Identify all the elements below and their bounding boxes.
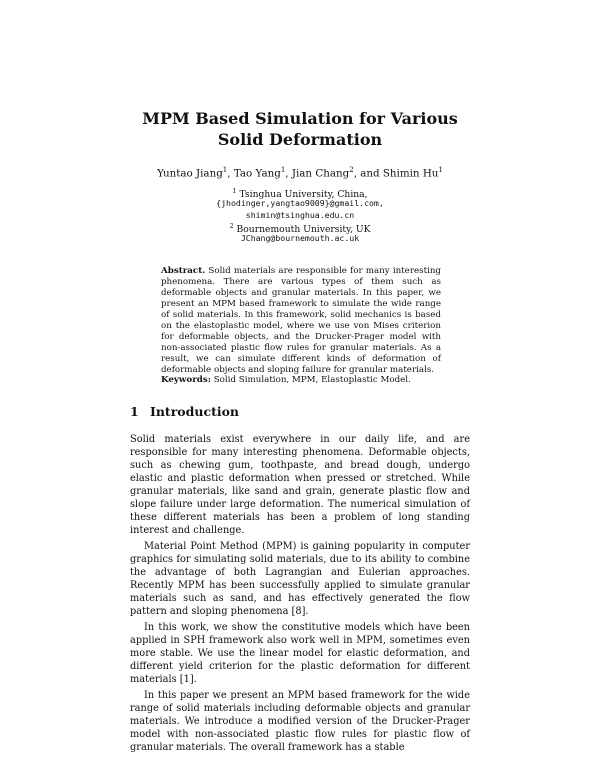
author-separator: , bbox=[285, 167, 292, 180]
author-affil-mark: 1 bbox=[222, 166, 228, 174]
author-list bbox=[130, 164, 470, 180]
affiliation-name: Bournemouth University, UK bbox=[236, 224, 371, 236]
abstract bbox=[161, 266, 441, 376]
section-body bbox=[130, 433, 470, 757]
author-affil-mark: 1 bbox=[438, 166, 443, 174]
body-paragraph: Material Point Method (MPM) is gaining popularity in computer graphics for simulating solid materials, due to its ability to combine the advantage of both Lagrangian and Eulerian approaches. Recently MPM has been successfully applied to simulate granular materials such as sand, and has effectively generated the flow pattern and sloping phenomena [8]. bbox=[130, 541, 470, 617]
body-paragraph: In this paper we present an MPM based framework for the wide range of solid materials including deformable objects and granular materials. We introduce a modified version of the Drucker-Prager model with non-associated plastic flow rules for plastic flow of granular materials. The overall framework has a stable bbox=[130, 690, 470, 753]
author-name: Jian Chang bbox=[291, 167, 350, 180]
abstract-label: Abstract. bbox=[161, 266, 206, 276]
section-title: Introduction bbox=[150, 404, 240, 419]
author-affil-mark: 2 bbox=[349, 166, 354, 174]
affiliation-mark: 1 bbox=[232, 187, 237, 195]
keywords-text: Solid Simulation, MPM, Elastoplastic Model. bbox=[213, 375, 411, 385]
abstract-text: Solid materials are responsible for many interesting phenomena. There are various types of them such as deformable objects and granular materials. In this paper, we present an MPM based framework to simulate the wide range of solid materials. In this framework, solid mechanics is based on the elastoplastic model, where we use von Mises criterion for deformable objects, and the Drucker-Prager model with non-associated plastic flow rules for granular materials. As a result, we can simulate different kinds of deformation of deformable objects and sloping failure for granular materials. bbox=[161, 266, 441, 375]
affiliation-1-email-line-2: shimin@tsinghua.edu.cn bbox=[245, 210, 355, 220]
author-name: Yuntao Jiang bbox=[157, 167, 223, 180]
keywords bbox=[161, 375, 441, 386]
section-heading bbox=[130, 404, 470, 419]
affiliation-name: Tsinghua University, China, bbox=[239, 189, 368, 201]
author-affil-mark: 1 bbox=[280, 166, 286, 174]
author-name: Tao Yang bbox=[233, 167, 281, 180]
affiliation-2-email-line: JChang@bournemouth.ac.uk bbox=[240, 233, 360, 243]
body-paragraph: In this work, we show the constitutive models which have been applied in SPH framework also work well in MPM, sometimes even more stable. We use the linear model for elastic deformation, and different yield criterion for the plastic deformation for different materials [1]. bbox=[130, 622, 470, 685]
section-number: 1 bbox=[130, 404, 139, 419]
paper-title: MPM Based Simulation for Various Solid Deformation bbox=[142, 109, 458, 149]
keywords-label: Keywords: bbox=[161, 375, 211, 385]
author-separator: , and bbox=[353, 167, 383, 180]
affiliation-mark: 2 bbox=[229, 222, 234, 230]
author-separator: , bbox=[227, 167, 234, 180]
affiliation-1-email-line: {jhodinger,yangtao9009}@gmail.com, bbox=[216, 198, 384, 208]
body-paragraph: Solid materials exist everywhere in our daily life, and are responsible for many interesting phenomena. Deformable objects, such as chewing gum, toothpaste, and bread dough, undergo elastic and plastic deformation when pressed or stretched. While granular materials, like sand and grain, generate plastic flow and slope failure under large deformation. The numerical simulation of these different materials has been a problem of long standing interest and challenge. bbox=[130, 434, 470, 536]
author-name: Shimin Hu bbox=[382, 167, 439, 180]
